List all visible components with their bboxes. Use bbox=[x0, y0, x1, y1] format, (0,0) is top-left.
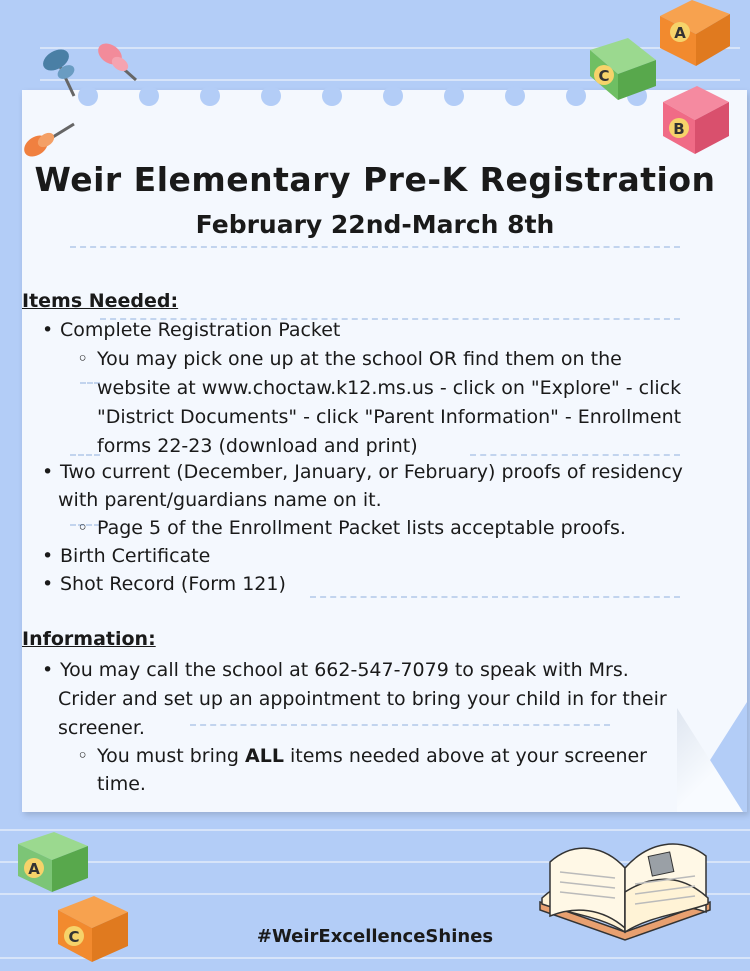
hashtag: #WeirExcellenceShines bbox=[256, 926, 494, 947]
list-item-continuation: website at www.choctaw.k12.ms.us - click on "Explore" - click bbox=[97, 377, 682, 399]
block-letter: A bbox=[28, 860, 40, 878]
list-item-text: Complete Registration Packet bbox=[60, 319, 341, 341]
binder-hole bbox=[139, 86, 159, 106]
list-item-text: You must bring bbox=[97, 745, 246, 767]
dashed-rule bbox=[70, 246, 680, 248]
list-item-text: Page 5 of the Enrollment Packet lists acceptable proofs. bbox=[97, 517, 626, 539]
list-item-continuation: Crider and set up an appointment to bring your child in for their bbox=[58, 688, 667, 710]
list-item bbox=[60, 316, 340, 344]
list-item bbox=[60, 542, 210, 570]
list-item bbox=[60, 656, 629, 684]
dashed-rule bbox=[470, 454, 680, 456]
binder-hole bbox=[322, 86, 342, 106]
list-item-text: items needed above at your screener bbox=[283, 745, 647, 767]
block-letter: A bbox=[674, 24, 686, 42]
pushpin-icon bbox=[92, 38, 142, 88]
binder-hole bbox=[505, 86, 525, 106]
open-book-icon bbox=[530, 832, 720, 942]
list-item-continuation: time. bbox=[97, 773, 146, 795]
items-needed-heading: Items Needed: bbox=[22, 290, 179, 312]
dashed-rule bbox=[190, 724, 610, 726]
binder-hole bbox=[444, 86, 464, 106]
block-letter: C bbox=[598, 67, 610, 85]
alphabet-block-icon bbox=[656, 0, 736, 70]
binder-hole bbox=[200, 86, 220, 106]
information-heading: Information: bbox=[22, 628, 156, 650]
list-item-text: You may pick one up at the school OR find them on the bbox=[97, 348, 622, 370]
alphabet-block-icon bbox=[52, 890, 132, 965]
block-letter: B bbox=[673, 120, 685, 138]
list-item bbox=[60, 458, 683, 486]
list-item-text: Birth Certificate bbox=[60, 545, 211, 567]
list-item-continuation: with parent/guardians name on it. bbox=[58, 489, 382, 511]
block-letter: C bbox=[68, 928, 80, 946]
list-item bbox=[60, 570, 286, 598]
dashed-rule bbox=[70, 454, 100, 456]
emphasis-all: ALL bbox=[245, 745, 284, 767]
registration-dates: February 22nd-March 8th bbox=[195, 210, 555, 239]
sub-list-item bbox=[97, 514, 626, 542]
pushpin-icon bbox=[38, 40, 88, 100]
list-item-text: Shot Record (Form 121) bbox=[60, 573, 286, 595]
list-item-continuation: screener. bbox=[58, 717, 145, 739]
dashed-rule bbox=[310, 596, 680, 598]
binder-hole bbox=[383, 86, 403, 106]
list-item-text: You may call the school at 662-547-7079 to speak with Mrs. bbox=[60, 659, 629, 681]
pushpin-icon bbox=[18, 118, 78, 168]
sub-list-item bbox=[97, 345, 622, 373]
list-item-text: Two current (December, January, or February) proofs of residency bbox=[60, 461, 683, 483]
sub-list-item bbox=[97, 742, 647, 770]
alphabet-block-icon bbox=[14, 826, 94, 896]
binder-hole bbox=[261, 86, 281, 106]
list-item-continuation: "District Documents" - click "Parent Information" - Enrollment bbox=[97, 406, 682, 428]
alphabet-block-icon bbox=[655, 78, 735, 158]
list-item-continuation: forms 22-23 (download and print) bbox=[97, 435, 418, 457]
page-title: Weir Elementary Pre-K Registration bbox=[34, 160, 716, 199]
alphabet-block-icon bbox=[582, 30, 662, 100]
